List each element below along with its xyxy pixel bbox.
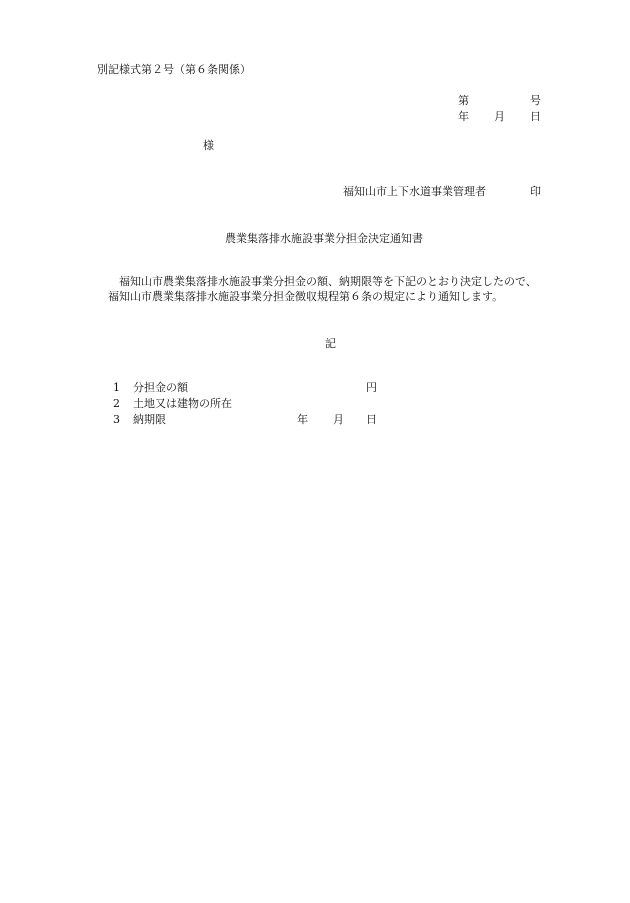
item-unit-yen: 円 [366,381,377,394]
item-number: 2 [113,397,120,410]
item-number: 3 [113,413,120,426]
date-year: 年 [458,110,469,123]
item-number: 1 [113,381,120,394]
seal-mark: 印 [530,185,541,198]
body-line-1: 福知山市農業集落排水施設事業分担金の額、納期限等を下記のとおり決定したので、 [119,275,537,288]
item-label-due-date: 納期限 [133,413,166,426]
document-title: 農業集落排水施設事業分担金決定通知書 [225,232,423,245]
date-month: 月 [494,110,505,123]
ki-heading: 記 [325,337,336,350]
due-date-month: 月 [333,413,344,426]
form-label: 別記様式第２号（第６条関係） [97,63,251,76]
addressee-honorific: 様 [203,139,214,152]
number-prefix: 第 [458,94,469,107]
due-date-day: 日 [366,413,377,426]
item-label-amount: 分担金の額 [133,381,188,394]
due-date-year: 年 [297,413,308,426]
body-line-2: 福知山市農業集落排水施設事業分担金徴収規程第６条の規定により通知します。 [108,290,504,303]
issuer-name: 福知山市上下水道事業管理者 [343,185,486,198]
number-suffix: 号 [530,94,541,107]
item-label-location: 土地又は建物の所在 [133,397,232,410]
date-day: 日 [530,110,541,123]
